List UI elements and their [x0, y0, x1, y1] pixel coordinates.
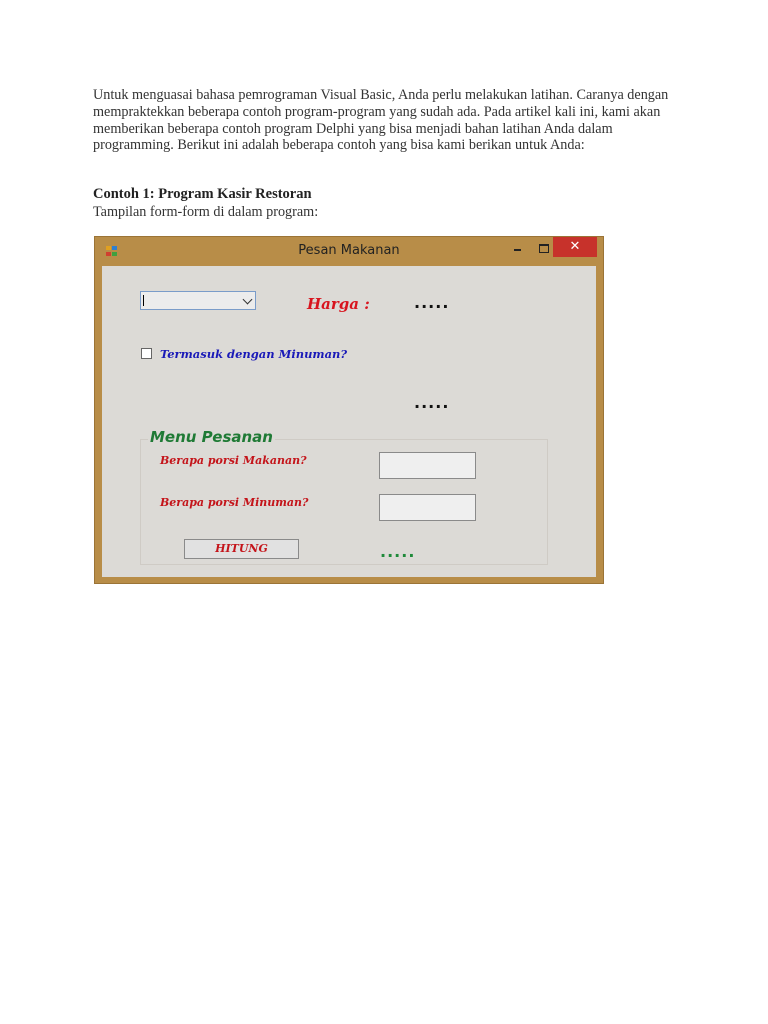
porsi-minuman-input[interactable]	[379, 494, 476, 521]
article-heading: Contoh 1: Program Kasir Restoran	[93, 186, 312, 202]
menu-combobox[interactable]	[140, 291, 256, 310]
close-icon: ✕	[569, 239, 581, 254]
app-window-screenshot	[94, 236, 604, 584]
form-client-area	[102, 266, 596, 577]
article-subtext: Tampilan form-form di dalam program:	[93, 204, 319, 220]
minuman-checkbox[interactable]	[141, 348, 152, 359]
close-button[interactable]	[553, 237, 597, 257]
porsi-makanan-label: Berapa porsi Makanan?	[160, 454, 307, 467]
article-intro: Untuk menguasai bahasa pemrograman Visual Basic, Anda perlu melakukan latihan. Caranya dengan mempraktekkan beberapa contoh program-program yang sudah ada. Pada artikel kali ini, kami akan memberikan beberapa contoh program Delphi yang bisa menjadi bahan latihan Anda dalam programming. Berikut ini adalah beberapa contoh yang bisa kami berikan untuk Anda:	[93, 87, 669, 154]
group-title: Menu Pesanan	[150, 428, 273, 446]
chevron-down-icon[interactable]	[243, 295, 253, 305]
total-value: .....	[380, 542, 416, 561]
harga-value: .....	[414, 293, 450, 312]
text-caret	[143, 295, 144, 306]
minuman-value: .....	[414, 393, 450, 412]
harga-label: Harga :	[307, 295, 370, 313]
minimize-icon[interactable]	[505, 239, 531, 257]
porsi-makanan-input[interactable]	[379, 452, 476, 479]
porsi-minuman-label: Berapa porsi Minuman?	[160, 496, 309, 509]
minuman-checkbox-label[interactable]: Termasuk dengan Minuman?	[160, 347, 348, 361]
window-titlebar	[95, 237, 603, 265]
window-title: Pesan Makanan	[298, 243, 400, 258]
hitung-button[interactable]: HITUNG	[184, 539, 299, 559]
